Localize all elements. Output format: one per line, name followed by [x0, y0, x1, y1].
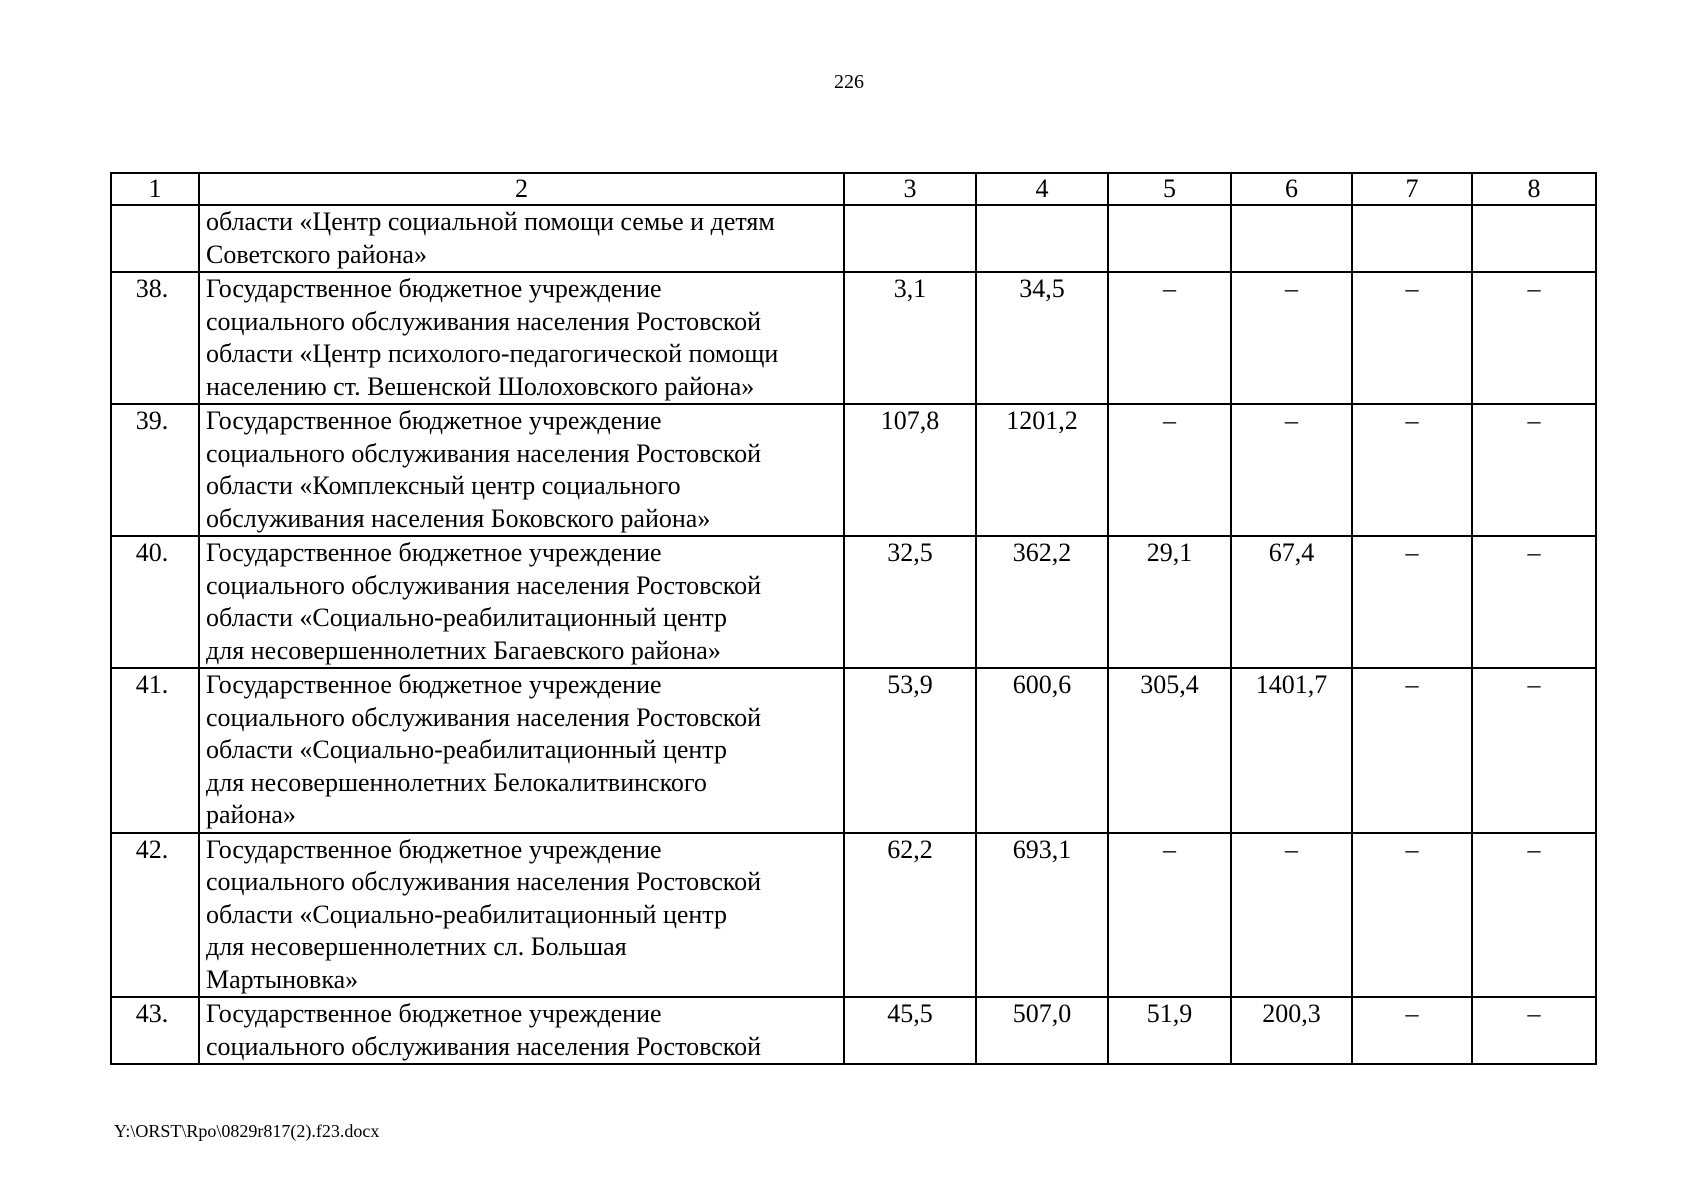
- institution-name-cell: [199, 668, 844, 833]
- institution-name-line: Государственное бюджетное учреждение: [206, 670, 662, 699]
- value-cell-col-6: [1231, 205, 1352, 272]
- value-cell-col-8: –: [1472, 997, 1596, 1064]
- value-cell-col-7: –: [1352, 833, 1472, 998]
- value-cell-col-8: –: [1472, 272, 1596, 404]
- institution-name-line: области «Центр психолого-педагогической помощи: [206, 339, 779, 368]
- table-row: [111, 404, 1596, 536]
- data-table: [110, 172, 1597, 1065]
- institution-name-line: населению ст. Вешенской Шолоховского района»: [206, 371, 755, 401]
- value-cell-col-6: 200,3: [1231, 997, 1352, 1064]
- value-cell-col-4: 34,5: [976, 272, 1108, 404]
- value-cell-col-4: 600,6: [976, 668, 1108, 833]
- value-cell-col-5: [1108, 205, 1231, 272]
- institution-name-cell: [199, 536, 844, 668]
- page-number: 226: [834, 71, 864, 93]
- header-row: [111, 173, 1596, 205]
- value-cell-col-3: 32,5: [844, 536, 976, 668]
- value-cell-col-3: 62,2: [844, 833, 976, 998]
- institution-name-line: Государственное бюджетное учреждение: [206, 538, 662, 567]
- row-number-cell: [111, 205, 199, 272]
- value-cell-col-7: –: [1352, 536, 1472, 668]
- value-cell-col-3: 107,8: [844, 404, 976, 536]
- header-cell-2: 2: [199, 173, 844, 205]
- value-cell-col-8: –: [1472, 668, 1596, 833]
- row-number-cell: 43.: [111, 997, 199, 1064]
- institution-name-cell: [199, 272, 844, 404]
- table-row: [111, 205, 1596, 272]
- value-cell-col-8: –: [1472, 536, 1596, 668]
- institution-name-line: области «Комплексный центр социального: [206, 471, 681, 500]
- value-cell-col-7: –: [1352, 272, 1472, 404]
- institution-name-line: социального обслуживания населения Ростовской: [206, 438, 762, 468]
- value-cell-col-7: –: [1352, 404, 1472, 536]
- header-cell-5: 5: [1108, 173, 1231, 205]
- value-cell-col-4: 1201,2: [976, 404, 1108, 536]
- institution-name-line: социального обслуживания населения Ростовской: [206, 1031, 762, 1061]
- table-row: [111, 536, 1596, 668]
- institution-name-line: обслуживания населения Боковского района»: [206, 503, 711, 533]
- value-cell-col-6: 1401,7: [1231, 668, 1352, 833]
- row-number-cell: 41.: [111, 668, 199, 833]
- row-number-cell: 39.: [111, 404, 199, 536]
- value-cell-col-8: –: [1472, 404, 1596, 536]
- institution-name-line: области «Центр социальной помощи семье и детям: [206, 207, 775, 236]
- header-cell-3: 3: [844, 173, 976, 205]
- institution-name-line: социального обслуживания населения Ростовской: [206, 570, 762, 600]
- value-cell-col-6: –: [1231, 272, 1352, 404]
- value-cell-col-5: –: [1108, 404, 1231, 536]
- institution-name-line: социального обслуживания населения Ростовской: [206, 867, 762, 896]
- value-cell-col-6: –: [1231, 833, 1352, 998]
- header-cell-7: 7: [1352, 173, 1472, 205]
- table-row: [111, 668, 1596, 833]
- value-cell-col-6: –: [1231, 404, 1352, 536]
- value-cell-col-4: 362,2: [976, 536, 1108, 668]
- value-cell-col-3: 3,1: [844, 272, 976, 404]
- value-cell-col-3: 45,5: [844, 997, 976, 1064]
- institution-name-line: социального обслуживания населения Ростовской: [206, 306, 762, 336]
- table-row: [111, 833, 1596, 998]
- table-body: [111, 173, 1596, 1064]
- header-cell-6: 6: [1231, 173, 1352, 205]
- institution-name-cell: [199, 205, 844, 272]
- institution-name-cell: [199, 997, 844, 1064]
- value-cell-col-5: 305,4: [1108, 668, 1231, 833]
- institution-name-line: Советского района»: [206, 239, 427, 269]
- value-cell-col-7: –: [1352, 997, 1472, 1064]
- institution-name-line: Государственное бюджетное учреждение: [206, 274, 662, 303]
- value-cell-col-5: –: [1108, 833, 1231, 998]
- institution-name-line: Государственное бюджетное учреждение: [206, 999, 662, 1028]
- institution-name-line: области «Социально-реабилитационный центр: [206, 899, 727, 929]
- table-row: [111, 272, 1596, 404]
- value-cell-col-5: 51,9: [1108, 997, 1231, 1064]
- institution-name-line: Государственное бюджетное учреждение: [206, 406, 662, 435]
- institution-name-line: для несовершеннолетних Белокалитвинского: [206, 767, 707, 797]
- row-number-cell: 42.: [111, 833, 199, 998]
- value-cell-col-3: 53,9: [844, 668, 976, 833]
- table-row: [111, 997, 1596, 1064]
- institution-name-line: для несовершеннолетних Багаевского района»: [206, 635, 721, 665]
- institution-name-cell: [199, 404, 844, 536]
- institution-name-line: Мартыновка»: [206, 964, 359, 994]
- header-cell-1: 1: [111, 173, 199, 205]
- value-cell-col-8: –: [1472, 833, 1596, 998]
- value-cell-col-7: –: [1352, 668, 1472, 833]
- row-number-cell: 40.: [111, 536, 199, 668]
- institution-name-line: социального обслуживания населения Ростовской: [206, 702, 762, 732]
- institution-name-cell: [199, 833, 844, 998]
- value-cell-col-7: [1352, 205, 1472, 272]
- value-cell-col-8: [1472, 205, 1596, 272]
- value-cell-col-4: 693,1: [976, 833, 1108, 998]
- row-number-cell: 38.: [111, 272, 199, 404]
- value-cell-col-5: 29,1: [1108, 536, 1231, 668]
- header-cell-8: 8: [1472, 173, 1596, 205]
- institution-name-line: области «Социально-реабилитационный центр: [206, 735, 727, 764]
- footer-file-path: Y:\ORST\Rpo\0829r817(2).f23.docx: [114, 1121, 380, 1141]
- value-cell-col-4: 507,0: [976, 997, 1108, 1064]
- institution-name-line: района»: [206, 800, 296, 829]
- value-cell-col-5: –: [1108, 272, 1231, 404]
- institution-name-line: для несовершеннолетних сл. Большая: [206, 932, 627, 961]
- header-cell-4: 4: [976, 173, 1108, 205]
- value-cell-col-6: 67,4: [1231, 536, 1352, 668]
- institution-name-line: области «Социально-реабилитационный центр: [206, 603, 727, 632]
- value-cell-col-4: [976, 205, 1108, 272]
- institution-name-line: Государственное бюджетное учреждение: [206, 834, 662, 864]
- value-cell-col-3: [844, 205, 976, 272]
